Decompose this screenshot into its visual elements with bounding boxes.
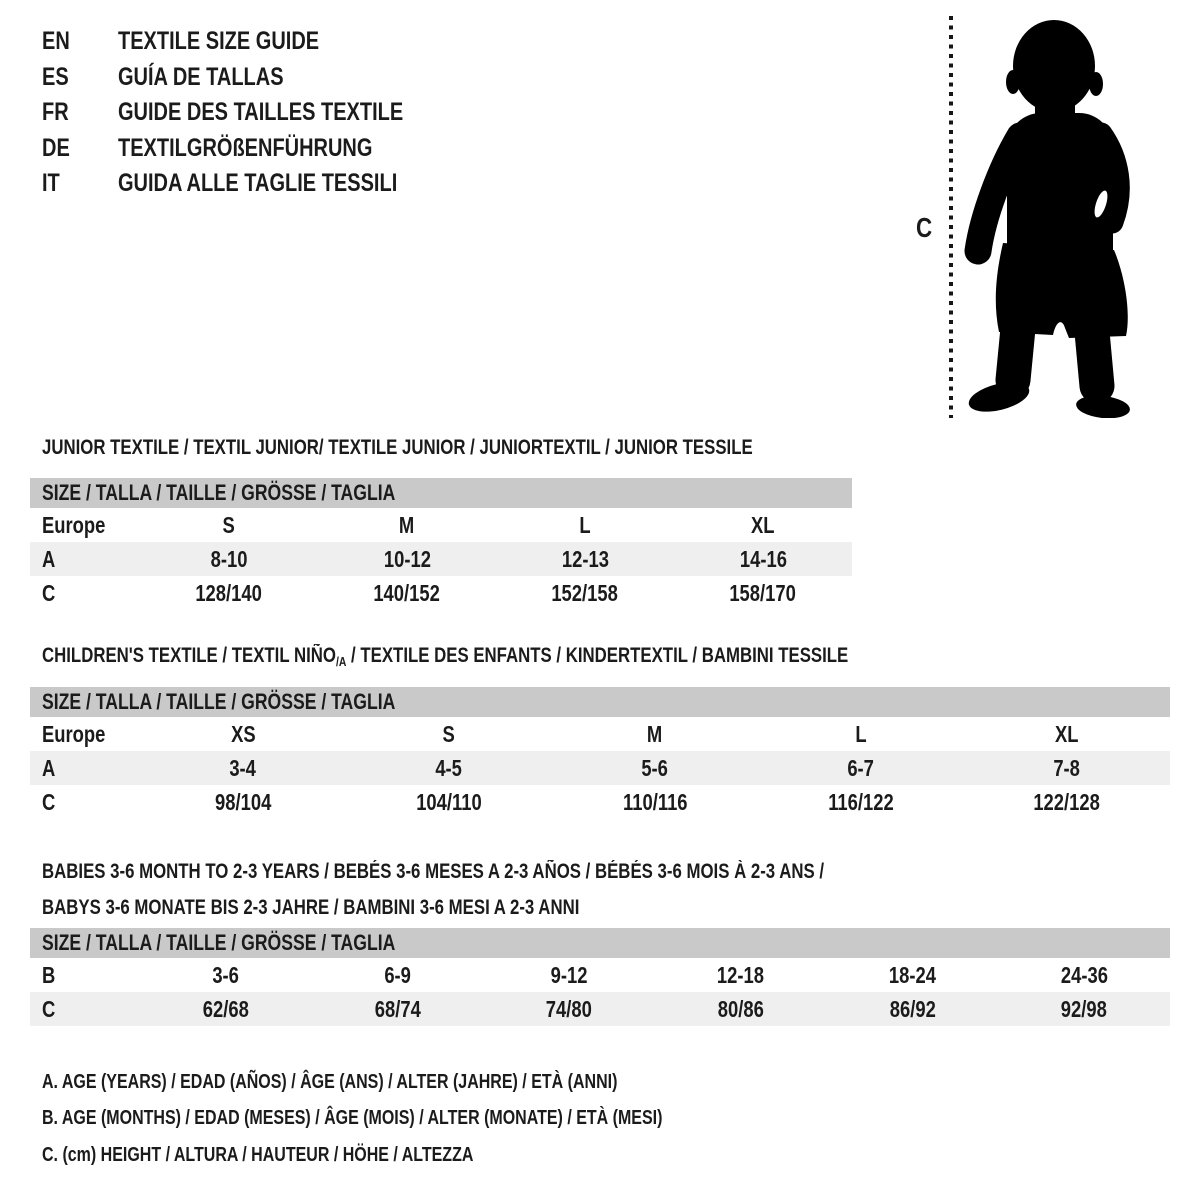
cell-value: 14-16: [739, 545, 787, 572]
legend-line-a: A. AGE (YEARS) / EDAD (AÑOS) / ÂGE (ANS) / ALTER (JAHRE) / ETÀ (ANNI): [42, 1070, 618, 1093]
cell-value: 7-8: [1053, 754, 1081, 781]
cell-value: L: [855, 720, 867, 747]
cell-value: XS: [230, 720, 256, 747]
size-header-label: SIZE / TALLA / TAILLE / GRÖSSE / TAGLIA: [42, 480, 396, 505]
row-label: Europe: [42, 720, 106, 747]
children-heading-post: / TEXTILE DES ENFANTS / KINDERTEXTIL / BAMBINI TESSILE: [346, 644, 849, 667]
table-row: [30, 785, 1170, 819]
cell-value: 6-7: [847, 754, 875, 781]
height-measure-line: [949, 16, 953, 418]
size-header-band: [30, 687, 1170, 717]
cell-value: 80/86: [717, 995, 764, 1022]
row-label: A: [42, 545, 56, 572]
cell-value: 98/104: [214, 788, 272, 815]
size-header-label: SIZE / TALLA / TAILLE / GRÖSSE / TAGLIA: [42, 689, 396, 714]
language-code-text: IT: [42, 169, 60, 198]
cell-value: 152/158: [551, 579, 619, 606]
cell-value: XL: [1055, 720, 1079, 747]
cell-value: 3-6: [212, 961, 240, 988]
measure-legend: [42, 1064, 818, 1174]
children-size-table: [30, 687, 1170, 819]
height-measure-letter: C: [916, 212, 933, 243]
cell-value: 104/110: [416, 788, 482, 815]
cell-value: 5-6: [641, 754, 669, 781]
cell-value: 4-5: [435, 754, 463, 781]
cell-value: 24-36: [1060, 961, 1108, 988]
children-heading-sub: /A: [335, 654, 347, 669]
size-header-band: [30, 478, 852, 508]
cell-value: 158/170: [729, 579, 797, 606]
babies-size-table: [30, 928, 1170, 1026]
cell-value: 3-4: [229, 754, 257, 781]
junior-section-heading: [42, 434, 930, 462]
babies-heading-line1: BABIES 3-6 MONTH TO 2-3 YEARS / BEBÉS 3-6 MESES A 2-3 AÑOS / BÉBÉS 3-6 MOIS À 2-3 ANS /: [42, 860, 825, 883]
cell-value: 86/92: [889, 995, 936, 1022]
language-code-text: EN: [42, 27, 70, 56]
guide-title-de: TEXTILGRÖßENFÜHRUNG: [118, 133, 373, 162]
children-section-heading: [42, 642, 1050, 676]
table-row: [30, 508, 852, 542]
children-heading-pre: CHILDREN'S TEXTILE / TEXTIL NIÑO: [42, 644, 336, 667]
cell-value: 9-12: [550, 961, 588, 988]
junior-heading-text: JUNIOR TEXTILE / TEXTIL JUNIOR/ TEXTILE JUNIOR / JUNIORTEXTIL / JUNIOR TESSILE: [42, 436, 753, 459]
row-label: Europe: [42, 511, 106, 538]
cell-value: 110/116: [622, 788, 688, 815]
babies-heading-line2: BABYS 3-6 MONATE BIS 2-3 JAHRE / BAMBINI 3-6 MESI A 2-3 ANNI: [42, 896, 580, 919]
guide-title-en: TEXTILE SIZE GUIDE: [118, 27, 320, 56]
guide-title-it: GUIDA ALLE TAGLIE TESSILI: [118, 169, 398, 198]
toddler-silhouette-icon: [963, 18, 1138, 418]
table-row: [30, 576, 852, 610]
language-code: [42, 63, 118, 92]
language-code: [42, 169, 118, 198]
table-row: [30, 958, 1170, 992]
cell-value: M: [399, 511, 415, 538]
cell-value: L: [579, 511, 591, 538]
table-row: [30, 542, 852, 576]
legend-line-b: B. AGE (MONTHS) / EDAD (MESES) / ÂGE (MOIS) / ALTER (MONATE) / ETÀ (MESI): [42, 1107, 663, 1130]
row-label: C: [42, 788, 56, 815]
language-row: [42, 24, 475, 60]
cell-value: 6-9: [384, 961, 411, 988]
guide-title-es: GUÍA DE TALLAS: [118, 62, 284, 91]
cell-value: S: [442, 720, 456, 747]
legend-line-c: C. (cm) HEIGHT / ALTURA / HAUTEUR / HÖHE / ALTEZZA: [42, 1143, 474, 1166]
row-label: A: [42, 754, 56, 781]
language-code-text: DE: [42, 133, 70, 162]
guide-title-fr: GUIDE DES TAILLES TEXTILE: [118, 98, 404, 127]
cell-value: 122/128: [1033, 788, 1101, 815]
language-code: [42, 134, 118, 163]
cell-value: XL: [751, 511, 775, 538]
table-row: [30, 751, 1170, 785]
children-heading-text: [42, 642, 848, 676]
cell-value: 140/152: [373, 579, 441, 606]
cell-value: 92/98: [1061, 995, 1108, 1022]
cell-value: 12-13: [561, 545, 609, 572]
language-code: [42, 27, 118, 56]
cell-value: 12-18: [717, 961, 765, 988]
cell-value: 128/140: [195, 579, 263, 606]
cell-value: 18-24: [888, 961, 937, 988]
cell-value: 10-12: [383, 545, 431, 572]
language-row: [42, 95, 475, 131]
height-measure-label: [916, 212, 936, 244]
size-header-label: SIZE / TALLA / TAILLE / GRÖSSE / TAGLIA: [42, 930, 396, 955]
cell-value: 74/80: [546, 995, 593, 1022]
table-row: [30, 717, 1170, 751]
cell-value: 62/68: [202, 995, 249, 1022]
cell-value: 116/122: [828, 788, 894, 815]
size-header-band: [30, 928, 1170, 958]
babies-heading-line1-wrap: [42, 854, 1020, 890]
language-title-list: [42, 24, 475, 202]
language-code-text: ES: [42, 62, 69, 91]
cell-value: M: [647, 720, 663, 747]
babies-heading-line2-wrap: [42, 890, 1020, 926]
cell-value: 68/74: [374, 995, 421, 1022]
table-row: [30, 992, 1170, 1026]
row-label: C: [42, 579, 56, 606]
language-code: [42, 98, 118, 127]
language-code-text: FR: [42, 98, 69, 127]
cell-value: S: [222, 511, 236, 538]
cell-value: 8-10: [210, 545, 248, 572]
row-label: C: [42, 995, 56, 1022]
babies-section-heading: [42, 854, 1020, 926]
language-row: [42, 131, 475, 167]
junior-size-table: [30, 478, 852, 610]
language-row: [42, 60, 475, 96]
row-label: B: [42, 961, 56, 988]
language-row: [42, 166, 475, 202]
